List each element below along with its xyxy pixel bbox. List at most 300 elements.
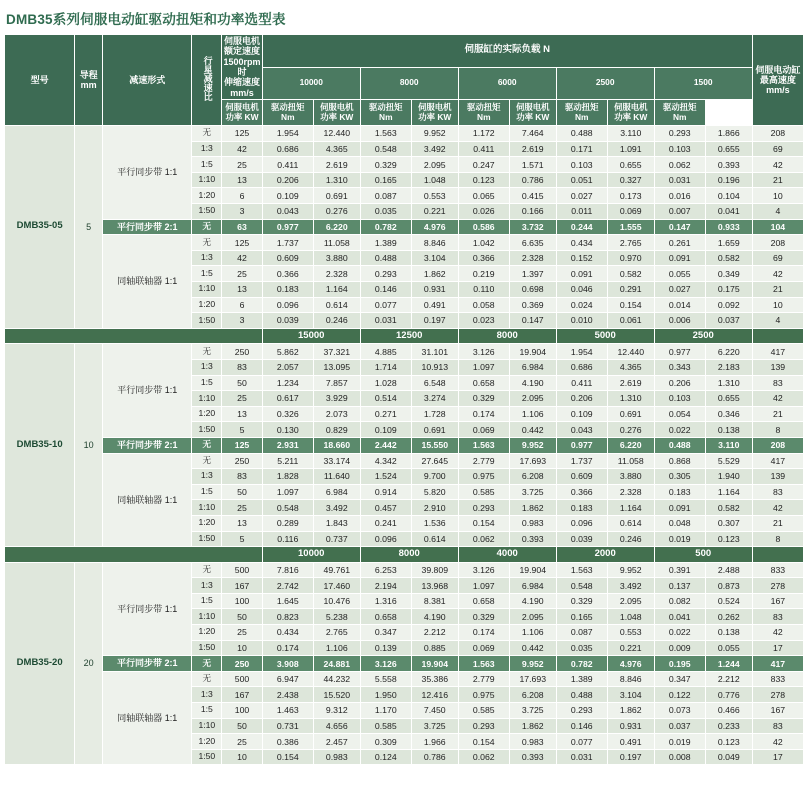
cell-ratio: 1:10 — [192, 172, 222, 188]
cell-drive-torque: 6.220 — [705, 344, 752, 360]
cell-ratio: 1:50 — [192, 422, 222, 438]
cell-extend-speed: 100 — [222, 593, 262, 609]
cell-drive-torque: 0.327 — [607, 172, 654, 188]
cell-motor-power: 0.347 — [360, 625, 411, 641]
cell-max-speed: 104 — [752, 219, 803, 235]
cell-reduce-form: 同轴联轴器 1:1 — [102, 671, 191, 765]
cell-drive-torque: 0.553 — [607, 625, 654, 641]
cell-drive-torque: 0.614 — [411, 531, 458, 547]
cell-motor-power: 0.147 — [654, 219, 705, 235]
cell-max-speed: 278 — [752, 578, 803, 594]
cell-motor-power: 0.488 — [556, 126, 607, 142]
th-motor-rated-line3: 1500rpm 时 — [223, 56, 261, 78]
th-model-label: 型号 — [30, 74, 49, 85]
cell-drive-torque: 0.166 — [509, 204, 556, 220]
load-band-value: 12500 — [360, 328, 458, 344]
cell-drive-torque: 2.095 — [509, 609, 556, 625]
cell-motor-power: 1.828 — [262, 469, 313, 485]
cell-max-speed: 139 — [752, 469, 803, 485]
cell-drive-torque: 0.221 — [411, 204, 458, 220]
cell-motor-power: 0.247 — [458, 157, 509, 173]
cell-motor-power: 0.103 — [654, 391, 705, 407]
th-torque-4-l1: 驱动扭矩 — [565, 101, 599, 112]
cell-drive-torque: 1.397 — [509, 266, 556, 282]
cell-motor-power: 1.389 — [360, 235, 411, 251]
cell-drive-torque: 0.655 — [705, 391, 752, 407]
cell-drive-torque: 0.369 — [509, 297, 556, 313]
cell-ratio: 无 — [192, 671, 222, 687]
cell-drive-torque: 35.386 — [411, 671, 458, 687]
cell-drive-torque: 1.555 — [607, 219, 654, 235]
cell-motor-power: 6.253 — [360, 562, 411, 578]
cell-drive-torque: 1.659 — [705, 235, 752, 251]
cell-motor-power: 5.558 — [360, 671, 411, 687]
load-band-row — [5, 547, 804, 563]
cell-drive-torque: 1.862 — [509, 500, 556, 516]
cell-motor-power: 0.039 — [556, 531, 607, 547]
cell-drive-torque: 0.655 — [607, 157, 654, 173]
cell-drive-torque: 0.983 — [509, 734, 556, 750]
cell-motor-power: 0.548 — [360, 141, 411, 157]
cell-extend-speed: 13 — [222, 282, 262, 298]
cell-drive-torque: 1.106 — [313, 640, 360, 656]
cell-drive-torque: 19.904 — [509, 344, 556, 360]
cell-ratio: 1:50 — [192, 313, 222, 329]
cell-motor-power: 5.211 — [262, 453, 313, 469]
cell-drive-torque: 2.765 — [607, 235, 654, 251]
cell-drive-torque: 13.095 — [313, 359, 360, 375]
cell-ratio: 1:20 — [192, 188, 222, 204]
cell-drive-torque: 15.550 — [411, 437, 458, 453]
cell-motor-power: 0.411 — [262, 157, 313, 173]
cell-motor-power: 0.069 — [458, 640, 509, 656]
th-load-1500: 1500 — [654, 67, 752, 100]
cell-drive-torque: 0.307 — [705, 515, 752, 531]
cell-motor-power: 1.042 — [458, 235, 509, 251]
th-load-8000: 8000 — [360, 67, 458, 100]
cell-extend-speed: 125 — [222, 437, 262, 453]
cell-motor-power: 0.366 — [458, 250, 509, 266]
cell-motor-power: 0.096 — [262, 297, 313, 313]
cell-drive-torque: 49.761 — [313, 562, 360, 578]
cell-drive-torque: 2.910 — [411, 500, 458, 516]
th-model — [5, 35, 75, 126]
cell-extend-speed: 63 — [222, 219, 262, 235]
cell-motor-power: 0.048 — [654, 515, 705, 531]
cell-drive-torque: 10.476 — [313, 593, 360, 609]
cell-motor-power: 0.023 — [458, 313, 509, 329]
cell-motor-power: 0.434 — [262, 625, 313, 641]
cell-motor-power: 0.183 — [654, 484, 705, 500]
cell-motor-power: 1.737 — [556, 453, 607, 469]
cell-drive-torque: 1.940 — [705, 469, 752, 485]
cell-motor-power: 3.908 — [262, 656, 313, 672]
cell-ratio: 无 — [192, 656, 222, 672]
cell-drive-torque: 0.776 — [705, 687, 752, 703]
cell-ratio: 无 — [192, 453, 222, 469]
load-band-row — [5, 328, 804, 344]
cell-max-speed: 21 — [752, 172, 803, 188]
cell-max-speed: 69 — [752, 250, 803, 266]
table-row — [5, 219, 804, 235]
cell-motor-power: 0.548 — [262, 500, 313, 516]
cell-motor-power: 1.389 — [556, 671, 607, 687]
cell-reduce-form: 平行同步带 2:1 — [102, 219, 191, 235]
cell-motor-power: 0.051 — [556, 172, 607, 188]
th-reduce-form — [102, 35, 191, 126]
cell-drive-torque: 0.197 — [607, 749, 654, 765]
cell-drive-torque: 0.582 — [607, 266, 654, 282]
cell-motor-power: 0.585 — [458, 484, 509, 500]
cell-motor-power: 2.194 — [360, 578, 411, 594]
cell-drive-torque: 0.092 — [705, 297, 752, 313]
th-load-10000: 10000 — [262, 67, 360, 100]
cell-drive-torque: 3.274 — [411, 391, 458, 407]
cell-reduce-form: 平行同步带 1:1 — [102, 344, 191, 438]
table-row — [5, 671, 804, 687]
cell-drive-torque: 9.952 — [607, 562, 654, 578]
cell-drive-torque: 0.873 — [705, 578, 752, 594]
cell-motor-power: 0.137 — [654, 578, 705, 594]
cell-motor-power: 0.975 — [458, 469, 509, 485]
cell-drive-torque: 0.786 — [411, 749, 458, 765]
cell-ratio: 无 — [192, 344, 222, 360]
th-torque-5-l2: Nm — [672, 111, 687, 122]
cell-motor-power: 1.097 — [262, 484, 313, 500]
cell-model: DMB35-10 — [5, 344, 75, 547]
cell-motor-power: 0.914 — [360, 484, 411, 500]
cell-motor-power: 0.457 — [360, 500, 411, 516]
cell-drive-torque: 24.881 — [313, 656, 360, 672]
cell-motor-power: 0.035 — [360, 204, 411, 220]
cell-max-speed: 21 — [752, 515, 803, 531]
cell-motor-power: 0.077 — [360, 297, 411, 313]
cell-drive-torque: 0.276 — [607, 422, 654, 438]
cell-extend-speed: 167 — [222, 687, 262, 703]
cell-drive-torque: 4.190 — [411, 609, 458, 625]
cell-drive-torque: 0.041 — [705, 204, 752, 220]
cell-drive-torque: 0.737 — [313, 531, 360, 547]
cell-max-speed: 4 — [752, 204, 803, 220]
cell-max-speed: 42 — [752, 157, 803, 173]
cell-drive-torque: 3.492 — [313, 500, 360, 516]
th-motor-power-3-l2: 功率 KW — [418, 111, 452, 122]
cell-ratio: 无 — [192, 437, 222, 453]
cell-drive-torque: 2.095 — [411, 157, 458, 173]
th-motor-rated-line4: 伸缩速度 — [223, 77, 260, 88]
cell-reduce-form: 同轴联轴器 1:1 — [102, 453, 191, 547]
cell-motor-power: 3.126 — [458, 344, 509, 360]
cell-drive-torque: 17.460 — [313, 578, 360, 594]
cell-drive-torque: 0.582 — [705, 500, 752, 516]
cell-motor-power: 0.043 — [556, 422, 607, 438]
cell-motor-power: 0.366 — [262, 266, 313, 282]
cell-drive-torque: 6.984 — [509, 359, 556, 375]
cell-drive-torque: 6.635 — [509, 235, 556, 251]
cell-ratio: 1:50 — [192, 204, 222, 220]
cell-max-speed: 10 — [752, 297, 803, 313]
cell-drive-torque: 3.110 — [705, 437, 752, 453]
header-row-1 — [5, 35, 804, 68]
cell-motor-power: 0.103 — [556, 157, 607, 173]
cell-extend-speed: 25 — [222, 734, 262, 750]
cell-drive-torque: 1.164 — [705, 484, 752, 500]
th-motor-power-4-l1: 伺服电机 — [516, 101, 550, 112]
th-lead-line1: 导程 — [79, 69, 98, 80]
cell-drive-torque: 0.147 — [509, 313, 556, 329]
cell-drive-torque: 0.123 — [705, 734, 752, 750]
cell-drive-torque: 2.095 — [607, 593, 654, 609]
cell-motor-power: 0.027 — [654, 282, 705, 298]
th-lead-line2: mm — [80, 80, 97, 91]
cell-ratio: 1:10 — [192, 391, 222, 407]
cell-max-speed: 17 — [752, 640, 803, 656]
cell-motor-power: 0.139 — [360, 640, 411, 656]
cell-motor-power: 0.110 — [458, 282, 509, 298]
cell-ratio: 1:3 — [192, 469, 222, 485]
cell-drive-torque: 6.208 — [509, 687, 556, 703]
cell-drive-torque: 0.524 — [705, 593, 752, 609]
selection-table — [4, 34, 804, 765]
cell-drive-torque: 1.106 — [509, 625, 556, 641]
cell-motor-power: 0.977 — [654, 344, 705, 360]
load-band-value: 5000 — [556, 328, 654, 344]
cell-ratio: 1:20 — [192, 297, 222, 313]
cell-drive-torque: 11.058 — [607, 453, 654, 469]
load-band-value: 2000 — [556, 547, 654, 563]
cell-motor-power: 6.947 — [262, 671, 313, 687]
cell-max-speed: 278 — [752, 687, 803, 703]
cell-motor-power: 0.548 — [556, 578, 607, 594]
cell-drive-torque: 2.619 — [509, 141, 556, 157]
cell-motor-power: 0.241 — [360, 515, 411, 531]
th-torque-2-l1: 驱动扭矩 — [369, 101, 403, 112]
cell-max-speed: 417 — [752, 344, 803, 360]
cell-max-speed: 167 — [752, 703, 803, 719]
cell-drive-torque: 0.291 — [607, 282, 654, 298]
cell-ratio: 1:20 — [192, 734, 222, 750]
cell-extend-speed: 6 — [222, 297, 262, 313]
th-motor-rated-speed — [222, 35, 262, 100]
th-max-speed — [752, 35, 803, 126]
cell-ratio: 1:20 — [192, 625, 222, 641]
cell-motor-power: 0.823 — [262, 609, 313, 625]
cell-drive-torque: 2.212 — [705, 671, 752, 687]
cell-motor-power: 2.931 — [262, 437, 313, 453]
cell-drive-torque: 0.393 — [509, 531, 556, 547]
cell-motor-power: 0.152 — [556, 250, 607, 266]
cell-ratio: 1:10 — [192, 718, 222, 734]
cell-drive-torque: 0.442 — [509, 640, 556, 656]
cell-drive-torque: 0.138 — [705, 422, 752, 438]
cell-motor-power: 0.062 — [458, 531, 509, 547]
cell-drive-torque: 1.866 — [705, 126, 752, 142]
th-torque-3-l1: 驱动扭矩 — [467, 101, 501, 112]
table-row — [5, 453, 804, 469]
cell-max-speed: 42 — [752, 391, 803, 407]
th-max-speed-line1: 伺服电动缸 — [755, 64, 801, 75]
th-ratio-label: 行星减速比 — [202, 56, 213, 102]
cell-motor-power: 1.524 — [360, 469, 411, 485]
cell-extend-speed: 125 — [222, 235, 262, 251]
th-max-speed-line2: 最高速度 — [759, 74, 796, 85]
table-row — [5, 437, 804, 453]
cell-drive-torque: 2.328 — [607, 484, 654, 500]
cell-motor-power: 0.154 — [458, 734, 509, 750]
cell-max-speed: 83 — [752, 609, 803, 625]
cell-drive-torque: 0.123 — [705, 531, 752, 547]
cell-reduce-form: 平行同步带 1:1 — [102, 562, 191, 656]
cell-drive-torque: 39.809 — [411, 562, 458, 578]
cell-motor-power: 0.031 — [654, 172, 705, 188]
cell-reduce-form: 同轴联轴器 1:1 — [102, 235, 191, 329]
cell-max-speed: 83 — [752, 375, 803, 391]
cell-drive-torque: 3.110 — [607, 126, 654, 142]
cell-motor-power: 2.438 — [262, 687, 313, 703]
cell-motor-power: 1.563 — [556, 562, 607, 578]
cell-motor-power: 0.329 — [360, 157, 411, 173]
cell-drive-torque: 19.904 — [509, 562, 556, 578]
cell-max-speed: 83 — [752, 484, 803, 500]
cell-motor-power: 0.271 — [360, 406, 411, 422]
cell-drive-torque: 1.164 — [607, 500, 654, 516]
cell-reduce-form: 平行同步带 1:1 — [102, 126, 191, 220]
cell-motor-power: 0.617 — [262, 391, 313, 407]
th-lead — [75, 35, 103, 126]
cell-drive-torque: 0.970 — [607, 250, 654, 266]
cell-motor-power: 1.463 — [262, 703, 313, 719]
th-torque-1-l1: 驱动扭矩 — [271, 101, 305, 112]
cell-drive-torque: 2.183 — [705, 359, 752, 375]
cell-drive-torque: 1.862 — [607, 703, 654, 719]
cell-ratio: 1:20 — [192, 515, 222, 531]
cell-drive-torque: 2.073 — [313, 406, 360, 422]
cell-drive-torque: 1.843 — [313, 515, 360, 531]
load-band-value: 500 — [654, 547, 752, 563]
cell-motor-power: 0.024 — [556, 297, 607, 313]
cell-drive-torque: 2.619 — [607, 375, 654, 391]
cell-drive-torque: 3.104 — [607, 687, 654, 703]
cell-drive-torque: 5.238 — [313, 609, 360, 625]
cell-drive-torque: 0.691 — [411, 422, 458, 438]
table-head — [5, 35, 804, 126]
cell-extend-speed: 250 — [222, 344, 262, 360]
cell-motor-power: 0.686 — [556, 359, 607, 375]
cell-motor-power: 2.779 — [458, 671, 509, 687]
cell-extend-speed: 42 — [222, 141, 262, 157]
cell-drive-torque: 3.725 — [509, 484, 556, 500]
cell-drive-torque: 4.656 — [313, 718, 360, 734]
cell-motor-power: 0.124 — [360, 749, 411, 765]
cell-motor-power: 5.862 — [262, 344, 313, 360]
cell-motor-power: 0.019 — [654, 734, 705, 750]
table-row — [5, 562, 804, 578]
cell-drive-torque: 9.312 — [313, 703, 360, 719]
cell-motor-power: 0.091 — [654, 250, 705, 266]
th-motor-power-2 — [313, 100, 360, 126]
cell-motor-power: 1.737 — [262, 235, 313, 251]
cell-motor-power: 0.046 — [556, 282, 607, 298]
cell-max-speed: 69 — [752, 141, 803, 157]
cell-drive-torque: 19.904 — [411, 656, 458, 672]
load-band-value: 2500 — [654, 328, 752, 344]
cell-model: DMB35-05 — [5, 126, 75, 329]
cell-lead: 20 — [75, 562, 103, 765]
cell-motor-power: 0.293 — [556, 703, 607, 719]
cell-max-speed: 208 — [752, 235, 803, 251]
cell-ratio: 1:5 — [192, 593, 222, 609]
cell-reduce-form: 平行同步带 2:1 — [102, 437, 191, 453]
cell-drive-torque: 0.221 — [607, 640, 654, 656]
cell-motor-power: 2.057 — [262, 359, 313, 375]
cell-extend-speed: 25 — [222, 500, 262, 516]
cell-drive-torque: 1.091 — [607, 141, 654, 157]
cell-drive-torque: 2.619 — [313, 157, 360, 173]
cell-motor-power: 0.585 — [360, 718, 411, 734]
cell-ratio: 1:3 — [192, 359, 222, 375]
th-motor-power-4 — [509, 100, 556, 126]
cell-drive-torque: 2.328 — [313, 266, 360, 282]
cell-extend-speed: 3 — [222, 313, 262, 329]
cell-motor-power: 1.234 — [262, 375, 313, 391]
cell-motor-power: 0.154 — [458, 515, 509, 531]
cell-drive-torque: 4.365 — [313, 141, 360, 157]
cell-max-speed: 167 — [752, 593, 803, 609]
cell-max-speed: 417 — [752, 453, 803, 469]
cell-motor-power: 0.868 — [654, 453, 705, 469]
cell-drive-torque: 44.232 — [313, 671, 360, 687]
cell-motor-power: 0.026 — [458, 204, 509, 220]
cell-drive-torque: 0.173 — [607, 188, 654, 204]
cell-extend-speed: 250 — [222, 453, 262, 469]
cell-motor-power: 0.031 — [360, 313, 411, 329]
cell-ratio: 1:10 — [192, 282, 222, 298]
cell-motor-power: 7.816 — [262, 562, 313, 578]
cell-ratio: 1:5 — [192, 266, 222, 282]
cell-drive-torque: 6.984 — [313, 484, 360, 500]
cell-motor-power: 0.014 — [654, 297, 705, 313]
cell-extend-speed: 13 — [222, 515, 262, 531]
cell-drive-torque: 0.049 — [705, 749, 752, 765]
cell-extend-speed: 50 — [222, 718, 262, 734]
cell-drive-torque: 12.416 — [411, 687, 458, 703]
cell-drive-torque: 31.101 — [411, 344, 458, 360]
load-band-spacer-right — [752, 547, 803, 563]
cell-drive-torque: 0.393 — [705, 157, 752, 173]
cell-motor-power: 0.073 — [654, 703, 705, 719]
cell-motor-power: 3.126 — [458, 562, 509, 578]
th-torque-5 — [654, 100, 705, 126]
cell-extend-speed: 13 — [222, 406, 262, 422]
cell-drive-torque: 1.244 — [705, 656, 752, 672]
cell-ratio: 无 — [192, 126, 222, 142]
cell-ratio: 无 — [192, 235, 222, 251]
cell-drive-torque: 0.691 — [607, 406, 654, 422]
cell-extend-speed: 10 — [222, 749, 262, 765]
th-motor-power-1-l2: 功率 KW — [225, 111, 259, 122]
cell-drive-torque: 10.913 — [411, 359, 458, 375]
cell-drive-torque: 12.440 — [607, 344, 654, 360]
th-motor-power-1 — [222, 100, 262, 126]
th-motor-power-5-l2: 功率 KW — [614, 111, 648, 122]
cell-drive-torque: 0.415 — [509, 188, 556, 204]
th-motor-power-5 — [607, 100, 654, 126]
cell-drive-torque: 0.061 — [607, 313, 654, 329]
load-band-value: 8000 — [458, 328, 556, 344]
cell-max-speed: 4 — [752, 313, 803, 329]
cell-max-speed: 8 — [752, 422, 803, 438]
cell-extend-speed: 250 — [222, 656, 262, 672]
